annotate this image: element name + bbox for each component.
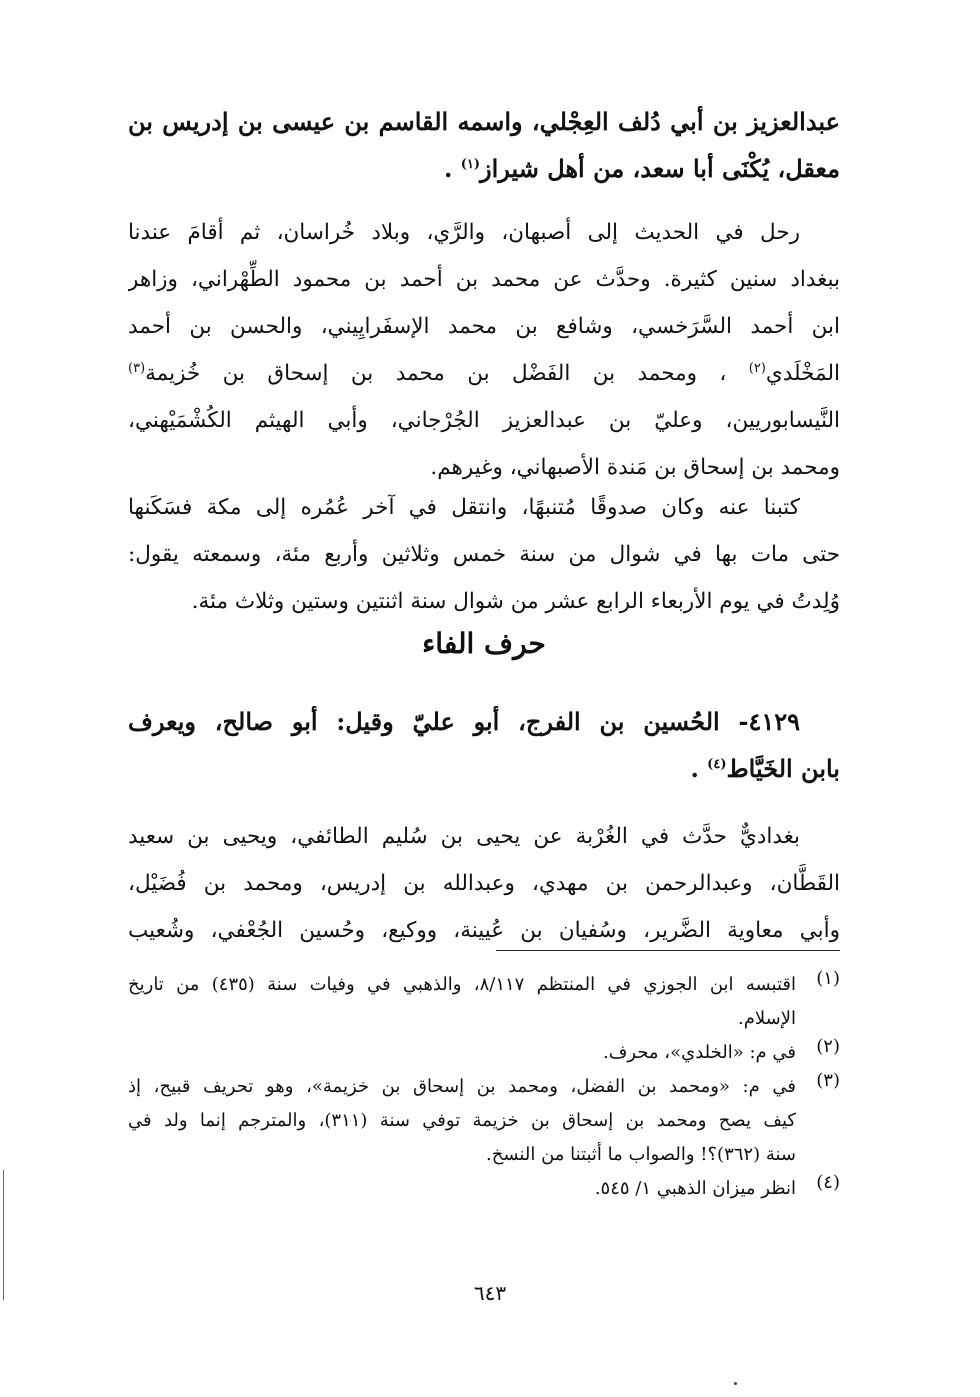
footnote-2-line-1: في م: «الخلدي»، محرف.	[603, 1042, 796, 1063]
paragraph-1-line-4-text: ، ومحمد بن الفَضْل بن محمد بن إسحاق بن خُزيمة	[145, 361, 727, 386]
footnote-number: (٢)	[816, 1036, 840, 1057]
footnote-3-line-2: كيف يصح ومحمد بن إسحاق بن خزيمة توفي سنة (٣١١)، والمترجم إنما ولد في	[128, 1110, 796, 1131]
footnote-1-line-2: الإسلام.	[738, 1008, 796, 1029]
paragraph-3	[128, 813, 840, 954]
paragraph-2-line-3: وُلِدتُ في يوم الأربعاء الرابع عشر من شوال سنة اثنتين وستين وثلاث مئة.	[191, 589, 840, 614]
entry-4129-line-2-text: بابن الخَيَّاط	[726, 754, 840, 783]
footnote-ref-2[interactable]: (٢)	[748, 360, 766, 376]
footnote-4-line-1: انظر ميزان الذهبي ١/ ٥٤٥.	[594, 1178, 796, 1199]
scan-speck	[734, 1382, 737, 1385]
footnotes	[128, 968, 840, 1206]
paragraph-1-line-3: ابن أحمد السَّرَخسي، وشافع بن محمد الإسفَرايِيني، والحسن بن أحمد	[128, 314, 840, 339]
paragraph-1	[128, 209, 840, 491]
footnote-ref-3[interactable]: (٣)	[128, 360, 146, 376]
entry-top	[128, 98, 840, 192]
section-heading: حرف الفاء	[422, 627, 546, 660]
footnote-number: (٤)	[816, 1172, 840, 1193]
footnote-3-line-3: سنة (٣٦٢)؟! والصواب ما أثبتنا من النسخ.	[486, 1144, 796, 1165]
entry-top-line-2-end: .	[444, 154, 461, 183]
paragraph-2	[128, 484, 840, 625]
paragraph-2-line-2: حتى مات بها في شوال من سنة خمس وثلاثين وأربع مئة، وسمعته يقول:	[128, 542, 840, 567]
entry-top-line-2	[128, 145, 840, 192]
footnote-3	[128, 1070, 840, 1172]
paragraph-1-line-2: ببغداد سنين كثيرة. وحدَّث عن محمد بن أحمد بن محمود الطِّهْراني، وزاهر	[128, 267, 840, 292]
entry-4129-line-2	[128, 745, 840, 792]
paragraph-1-line-5: النَّيسابوريين، وعليّ بن عبدالعزيز الجُرْجاني، وأبي الهيثم الكُشْمَيْهني،	[128, 408, 840, 433]
entry-4129	[128, 698, 840, 792]
footnote-separator	[496, 950, 840, 951]
footnote-number: (٣)	[816, 1070, 840, 1091]
paragraph-2-line-1: كتبنا عنه وكان صدوقًا مُتنبهًا، وانتقل في آخر عُمُره إلى مكة فسَكَنها	[128, 495, 800, 520]
scan-margin-line	[3, 1170, 4, 1300]
footnote-4	[128, 1172, 840, 1206]
entry-4129-line-2-end: .	[690, 754, 708, 783]
footnote-ref-4[interactable]: (٤)	[707, 757, 727, 772]
footnote-1	[128, 968, 840, 1036]
footnote-3-line-1: في م: «ومحمد بن الفضل، ومحمد بن إسحاق بن خزيمة»، وهو تحريف قبيح، إذ	[128, 1076, 796, 1097]
footnote-1-line-1: اقتبسه ابن الجوزي في المنتظم ٨/١١٧، والذهبي في وفيات سنة (٤٣٥) من تاريخ	[128, 974, 796, 995]
entry-4129-line-1: ٤١٢٩- الحُسين بن الفرج، أبو عليّ وقيل: أبو صالح، ويعرف	[128, 707, 800, 736]
footnote-number: (١)	[816, 968, 840, 989]
footnote-ref-1[interactable]: (١)	[460, 157, 481, 172]
paragraph-1-line-6: ومحمد بن إسحاق بن مَندة الأصبهاني، وغيرهم.	[430, 455, 840, 480]
paragraph-3-line-3: وأبي معاوية الضَّرير، وسُفيان بن عُيينة، ووكيع، وحُسين الجُعْفي، وشُعيب	[128, 918, 840, 943]
entry-top-line-1: عبدالعزيز بن أبي دُلف العِجْلي، واسمه القاسم بن عيسى بن إدريس بن	[128, 107, 840, 136]
footnote-2	[128, 1036, 840, 1070]
page-number: ٦٤٣	[473, 1281, 507, 1305]
paragraph-1-line-4	[128, 350, 840, 397]
paragraph-3-line-1: بغداديٌّ حدَّث في الغُرْبة عن يحيى بن سُليم الطائفي، ويحيى بن سعيد	[128, 824, 800, 849]
paragraph-3-line-2: القَطَّان، وعبدالرحمن بن مهدي، وعبدالله بن إدريس، ومحمد بن فُضَيْل،	[128, 871, 840, 896]
paragraph-1-line-1: رحل في الحديث إلى أصبهان، والرَّي، وبلاد خُراسان، ثم أقامَ عندنا	[128, 220, 800, 245]
paragraph-1-line-4-start: المَخْلَدي	[765, 361, 840, 386]
entry-top-line-2-text: معقل، يُكْنَى أبا سعد، من أهل شيراز	[480, 154, 840, 183]
